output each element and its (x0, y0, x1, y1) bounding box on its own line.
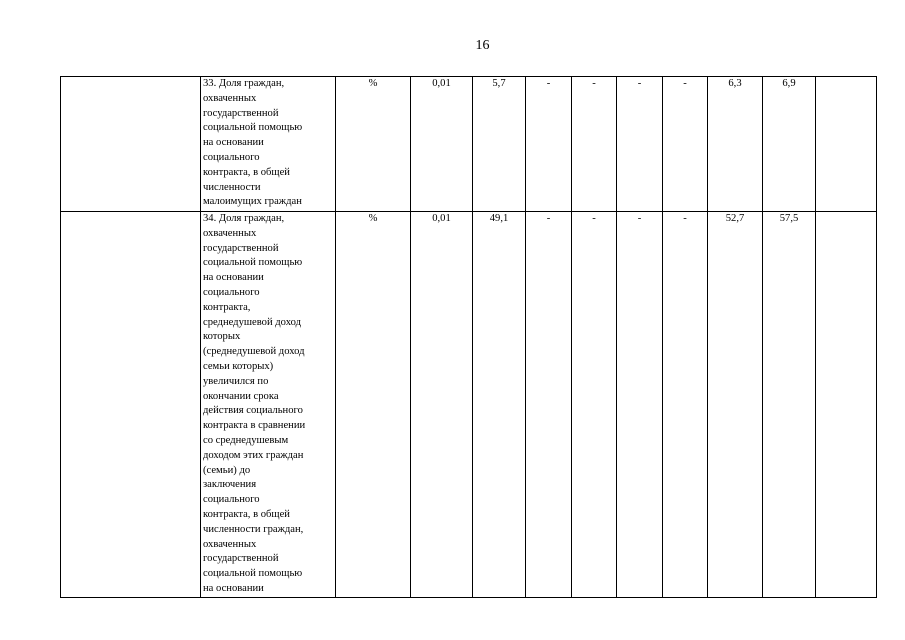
table-cell-empty (61, 212, 201, 598)
indicators-table (60, 76, 877, 598)
year-value-cell: - (617, 77, 663, 212)
table-row (61, 77, 877, 212)
weight-cell: 0,01 (411, 77, 473, 212)
base-value-cell: 49,1 (473, 212, 526, 598)
indicator-name-cell: 34. Доля граждан, охваченных государственной социальной помощью на основании социального контракта, среднедушевой доход которых (среднедушевой доход семьи которых) увеличился по окончании срока действия социального контракта в сравнении со среднедушевым доходом этих граждан (семьи) до заключения социального контракта, в общей численности граждан, охваченных государственной социальной помощью на основании (201, 212, 336, 598)
year-value-cell: 6,3 (708, 77, 763, 212)
indicator-name-cell: 33. Доля граждан, охваченных государственной социальной помощью на основании социального контракта, в общей численности малоимущих граждан (201, 77, 336, 212)
year-value-cell: - (526, 212, 572, 598)
year-value-cell: - (526, 77, 572, 212)
unit-cell: % (336, 212, 411, 598)
year-value-cell: - (572, 77, 617, 212)
year-value-cell: - (617, 212, 663, 598)
last-cell (816, 77, 877, 212)
last-cell (816, 212, 877, 598)
year-value-cell: 6,9 (763, 77, 816, 212)
year-value-cell: 52,7 (708, 212, 763, 598)
table-row (61, 212, 877, 598)
page-number: 16 (475, 38, 490, 53)
weight-cell: 0,01 (411, 212, 473, 598)
year-value-cell: - (663, 212, 708, 598)
table-cell-empty (61, 77, 201, 212)
year-value-cell: - (663, 77, 708, 212)
unit-cell: % (336, 77, 411, 212)
year-value-cell: 57,5 (763, 212, 816, 598)
year-value-cell: - (572, 212, 617, 598)
base-value-cell: 5,7 (473, 77, 526, 212)
